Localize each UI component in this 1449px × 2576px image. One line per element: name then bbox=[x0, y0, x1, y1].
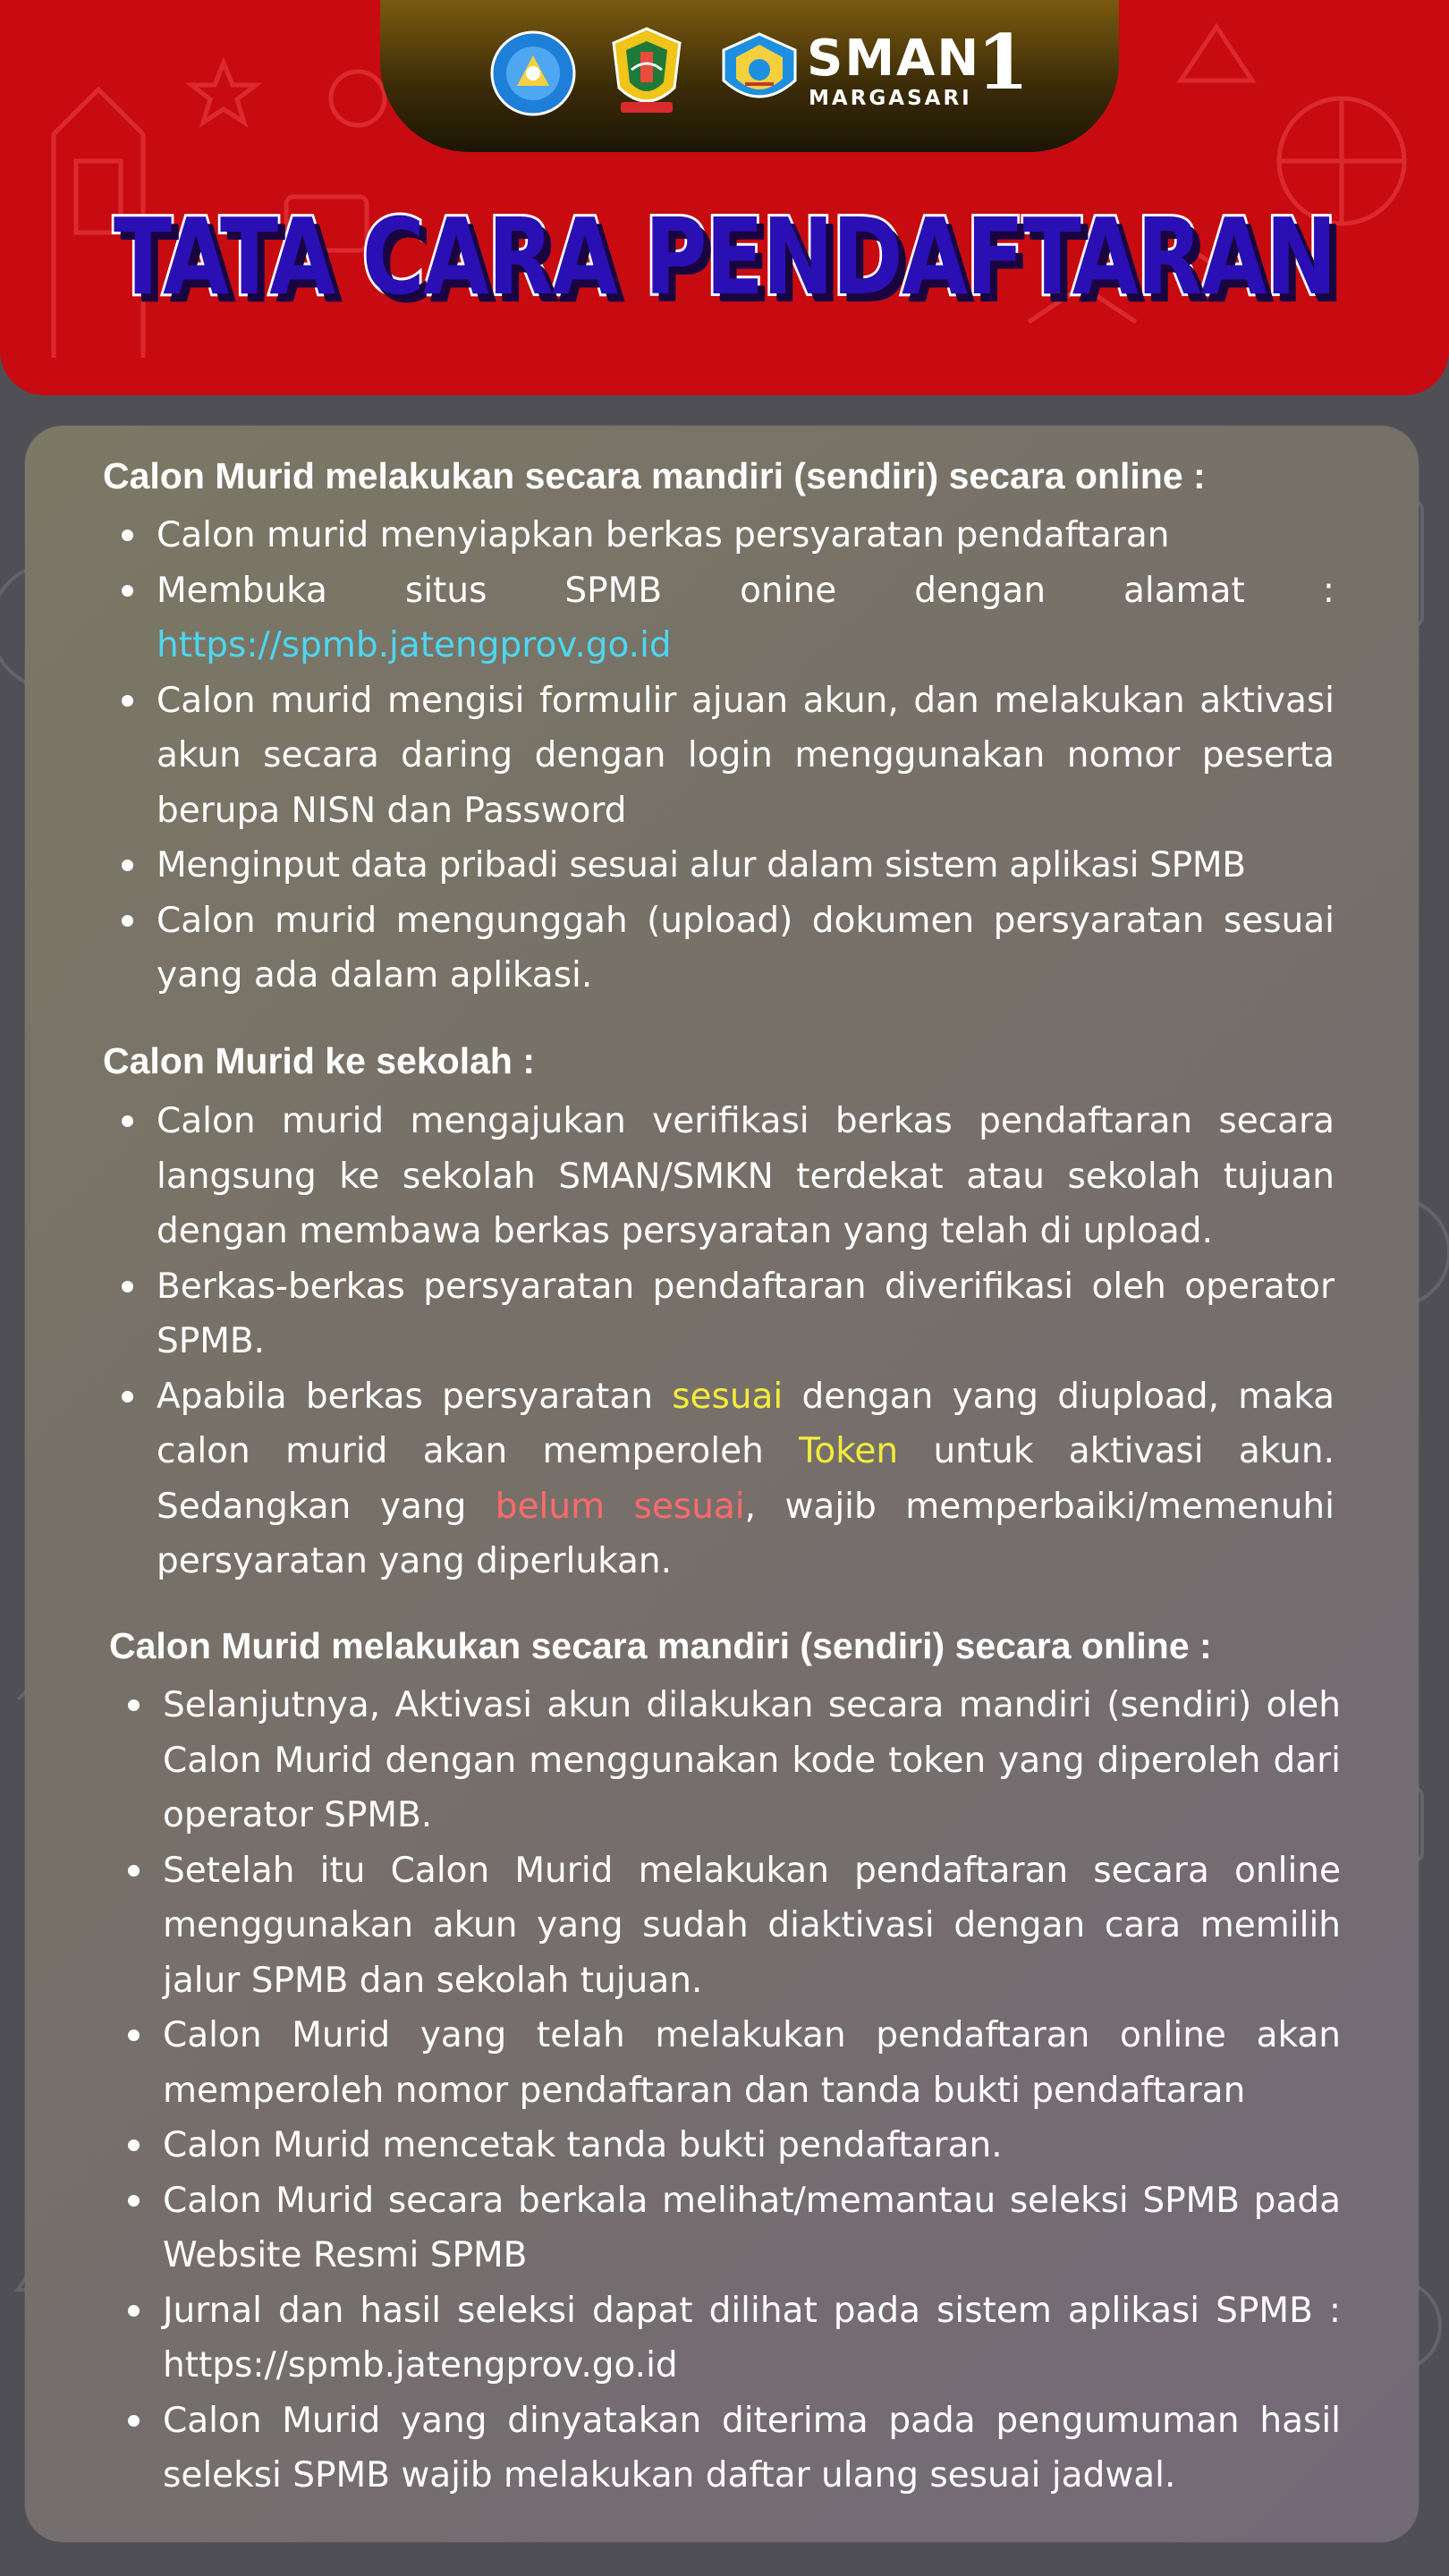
section-1-list bbox=[157, 508, 1335, 1004]
school-brand bbox=[807, 18, 1057, 113]
list-item: Calon murid mengisi formulir ajuan akun, dan melakukan aktivasi akun secara daring dengan login menggunakan nomor peserta berupa NISN dan Password bbox=[157, 674, 1335, 839]
list-item: Calon murid mengajukan verifikasi berkas pendaftaran secara langsung ke sekolah SMAN/SMKN terdekat atau sekolah tujuan dengan membawa berkas persyaratan yang telah di upload. bbox=[157, 1094, 1335, 1259]
sman-1-margasari-logo-icon bbox=[718, 30, 801, 113]
list-item-text: Membuka situs SPMB onine dengan alamat : bbox=[157, 570, 1335, 611]
brand-name: SMAN bbox=[807, 30, 981, 88]
list-item bbox=[157, 1369, 1335, 1589]
section-3-list bbox=[163, 1678, 1341, 2504]
section-1-title: Calon Murid melakukan secara mandiri (sendiri) secara online : bbox=[103, 455, 1206, 496]
brand-number: 1 bbox=[977, 18, 1030, 106]
list-item: Selanjutnya, Aktivasi akun dilakukan secara mandiri (sendiri) oleh Calon Murid dengan menggunakan kode token yang diperoleh dari operator SPMB. bbox=[163, 1678, 1341, 1843]
tut-wuri-handayani-logo-icon bbox=[490, 30, 576, 116]
highlight-sesuai: sesuai bbox=[672, 1376, 784, 1417]
list-item: Menginput data pribadi sesuai alur dalam sistem aplikasi SPMB bbox=[157, 838, 1335, 894]
list-item-text: , wajib memperbaiki/memenuhi persyaratan yang diperlukan. bbox=[157, 1486, 1335, 1581]
highlight-belum-sesuai: belum sesuai bbox=[495, 1486, 745, 1527]
list-item: Berkas-berkas persyaratan pendaftaran diverifikasi oleh operator SPMB. bbox=[157, 1259, 1335, 1369]
brand-subtitle: MARGASARI bbox=[809, 87, 972, 110]
list-item-text: Apabila berkas persyaratan bbox=[157, 1376, 673, 1417]
list-item: Setelah itu Calon Murid melakukan pendaftaran secara online menggunakan akun yang sudah diaktivasi dengan cara memilih jalur SPMB dan sekolah tujuan. bbox=[163, 1843, 1341, 2009]
section-2-title: Calon Murid ke sekolah : bbox=[103, 1040, 535, 1081]
spmb-website-link[interactable]: https://spmb.jatengprov.go.id bbox=[157, 625, 672, 665]
section-2-list bbox=[157, 1094, 1335, 1589]
list-item: Calon Murid yang dinyatakan diterima pada pengumuman hasil seleksi SPMB wajib melakukan daftar ulang sesuai jadwal. bbox=[163, 2394, 1341, 2504]
list-item: Jurnal dan hasil seleksi dapat dilihat pada sistem aplikasi SPMB : https://spmb.jatengprov.go.id bbox=[163, 2284, 1341, 2394]
list-item bbox=[157, 564, 1335, 674]
highlight-token: Token bbox=[799, 1431, 899, 1471]
page-title: TATA CARA PENDAFTARAN bbox=[113, 195, 1335, 318]
list-item: Calon Murid secara berkala melihat/memantau seleksi SPMB pada Website Resmi SPMB bbox=[163, 2174, 1341, 2284]
list-item-text: untuk aktivasi akun. Sedangkan yang bbox=[157, 1431, 1335, 1527]
list-item: Calon murid menyiapkan berkas persyaratan pendaftaran bbox=[157, 508, 1335, 564]
jawa-tengah-emblem-icon bbox=[608, 25, 685, 118]
list-item: Calon murid mengunggah (upload) dokumen persyaratan sesuai yang ada dalam aplikasi. bbox=[157, 894, 1335, 1004]
list-item: Calon Murid mencetak tanda bukti pendaftaran. bbox=[163, 2118, 1341, 2174]
list-item: Calon Murid yang telah melakukan pendaftaran online akan memperoleh nomor pendaftaran dan tanda bukti pendaftaran bbox=[163, 2008, 1341, 2118]
list-item-text: dengan yang diupload, maka calon murid akan memperoleh bbox=[157, 1376, 1335, 1471]
header-banner bbox=[0, 0, 1449, 395]
section-3-title: Calon Murid melakukan secara mandiri (sendiri) secara online : bbox=[109, 1625, 1212, 1666]
